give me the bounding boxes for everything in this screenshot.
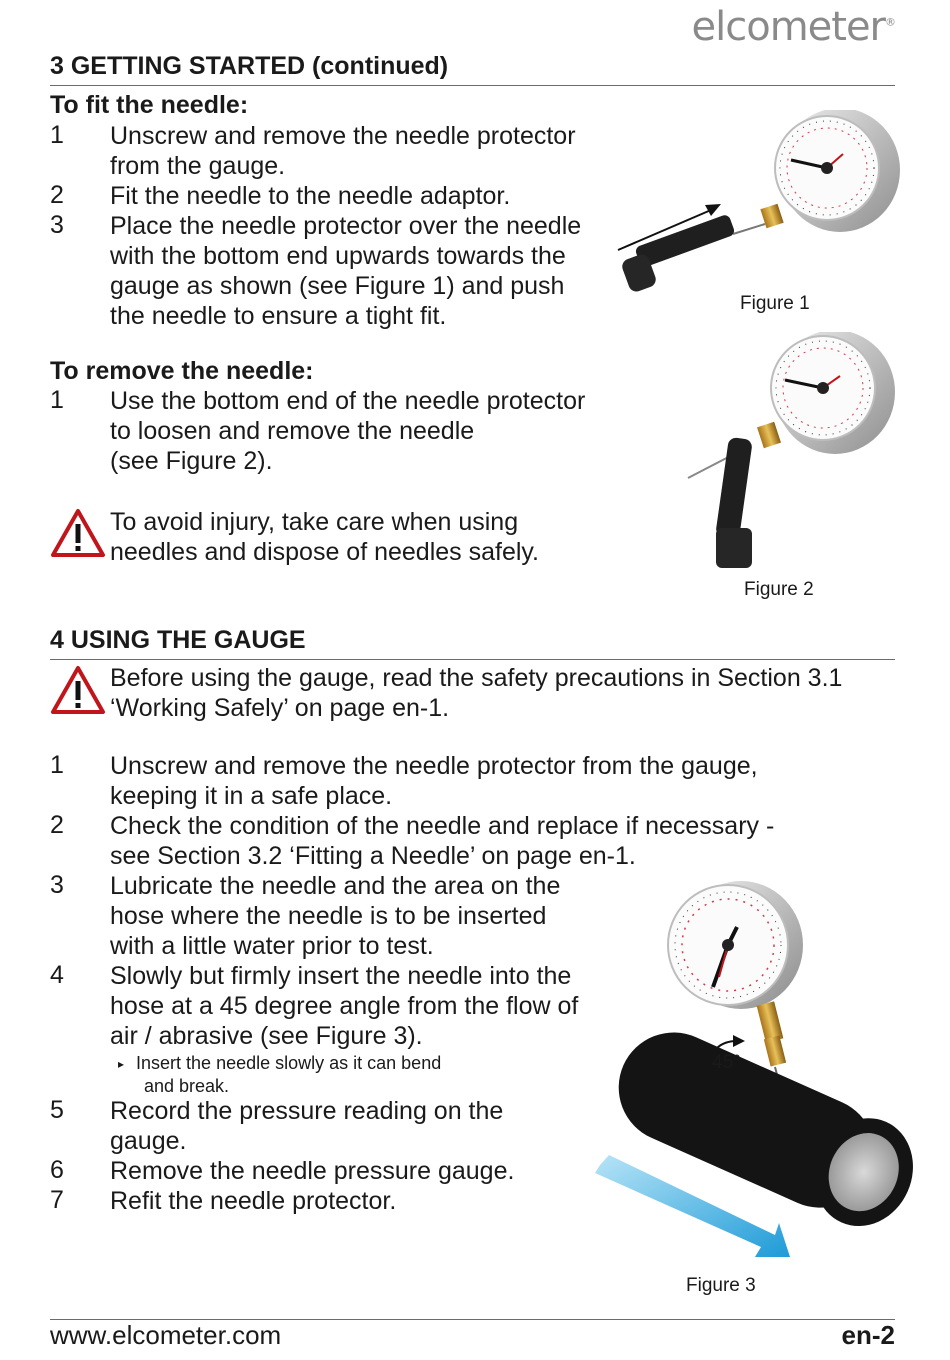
step-text: Unscrew and remove the needle protector from the gauge, keeping it in a safe place. bbox=[110, 752, 758, 810]
step-number: 3 bbox=[50, 871, 64, 899]
remove-needle-heading: To remove the needle: bbox=[50, 357, 314, 385]
step-text: Fit the needle to the needle adaptor. bbox=[110, 182, 511, 210]
step-text: Place the needle protector over the needle with the bottom end upwards towards the gauge as shown (see Figure 1) and push the needle to ensure a tight fit. bbox=[110, 212, 582, 330]
step-number: 6 bbox=[50, 1156, 64, 1184]
step-number: 2 bbox=[50, 811, 64, 839]
step-number: 5 bbox=[50, 1096, 64, 1124]
figure-2-illustration bbox=[680, 332, 905, 577]
figure-3-illustration bbox=[595, 875, 925, 1265]
step-number: 1 bbox=[50, 121, 64, 149]
figure-3-caption: Figure 3 bbox=[686, 1275, 756, 1296]
elcometer-logo: elcometer® bbox=[691, 4, 895, 50]
footer-url[interactable]: www.elcometer.com bbox=[50, 1320, 282, 1350]
step-text: Check the condition of the needle and replace if necessary - see Section 3.2 ‘Fitting a Needle’ on page en-1. bbox=[110, 812, 775, 870]
step-text: Unscrew and remove the needle protector from the gauge. bbox=[110, 122, 576, 180]
warning-icon bbox=[50, 508, 106, 558]
step-text: Record the pressure reading on the gauge. bbox=[110, 1097, 504, 1155]
step-number: 1 bbox=[50, 386, 64, 414]
angle-label: 45° bbox=[712, 1052, 741, 1073]
step-number: 4 bbox=[50, 961, 64, 989]
figure-2-caption: Figure 2 bbox=[744, 579, 814, 600]
bullet-note: ▸ Insert the needle slowly as it can bend and break. bbox=[118, 1053, 442, 1097]
warning-text: To avoid injury, take care when using needles and dispose of needles safely. bbox=[110, 508, 540, 566]
step-number: 7 bbox=[50, 1186, 64, 1214]
figure-1-caption: Figure 1 bbox=[740, 293, 810, 314]
step-text: Remove the needle pressure gauge. bbox=[110, 1157, 515, 1185]
figure-1-illustration bbox=[615, 110, 905, 310]
warning-text: Before using the gauge, read the safety precautions in Section 3.1 ‘Working Safely’ on page en-1. bbox=[110, 664, 843, 722]
step-text: Lubricate the needle and the area on the hose where the needle is to be inserted with a little water prior to test. bbox=[110, 872, 561, 960]
step-text: Use the bottom end of the needle protector to loosen and remove the needle (see Figure 2). bbox=[110, 387, 586, 475]
step-text: Slowly but firmly insert the needle into the hose at a 45 degree angle from the flow of air / abrasive (see Figure 3). bbox=[110, 962, 579, 1050]
warning-icon bbox=[50, 665, 106, 715]
section-3-rule bbox=[50, 85, 895, 86]
bullet-arrow-icon: ▸ bbox=[118, 1057, 125, 1072]
fit-needle-heading: To fit the needle: bbox=[50, 91, 249, 119]
step-number: 3 bbox=[50, 211, 64, 239]
step-number: 1 bbox=[50, 751, 64, 779]
section-3-title: 3 GETTING STARTED (continued) bbox=[50, 52, 449, 80]
section-4-rule bbox=[50, 659, 895, 660]
step-number: 2 bbox=[50, 181, 64, 209]
section-4-title: 4 USING THE GAUGE bbox=[50, 626, 306, 654]
step-text: Refit the needle protector. bbox=[110, 1187, 397, 1215]
page-number: en-2 bbox=[841, 1320, 895, 1350]
